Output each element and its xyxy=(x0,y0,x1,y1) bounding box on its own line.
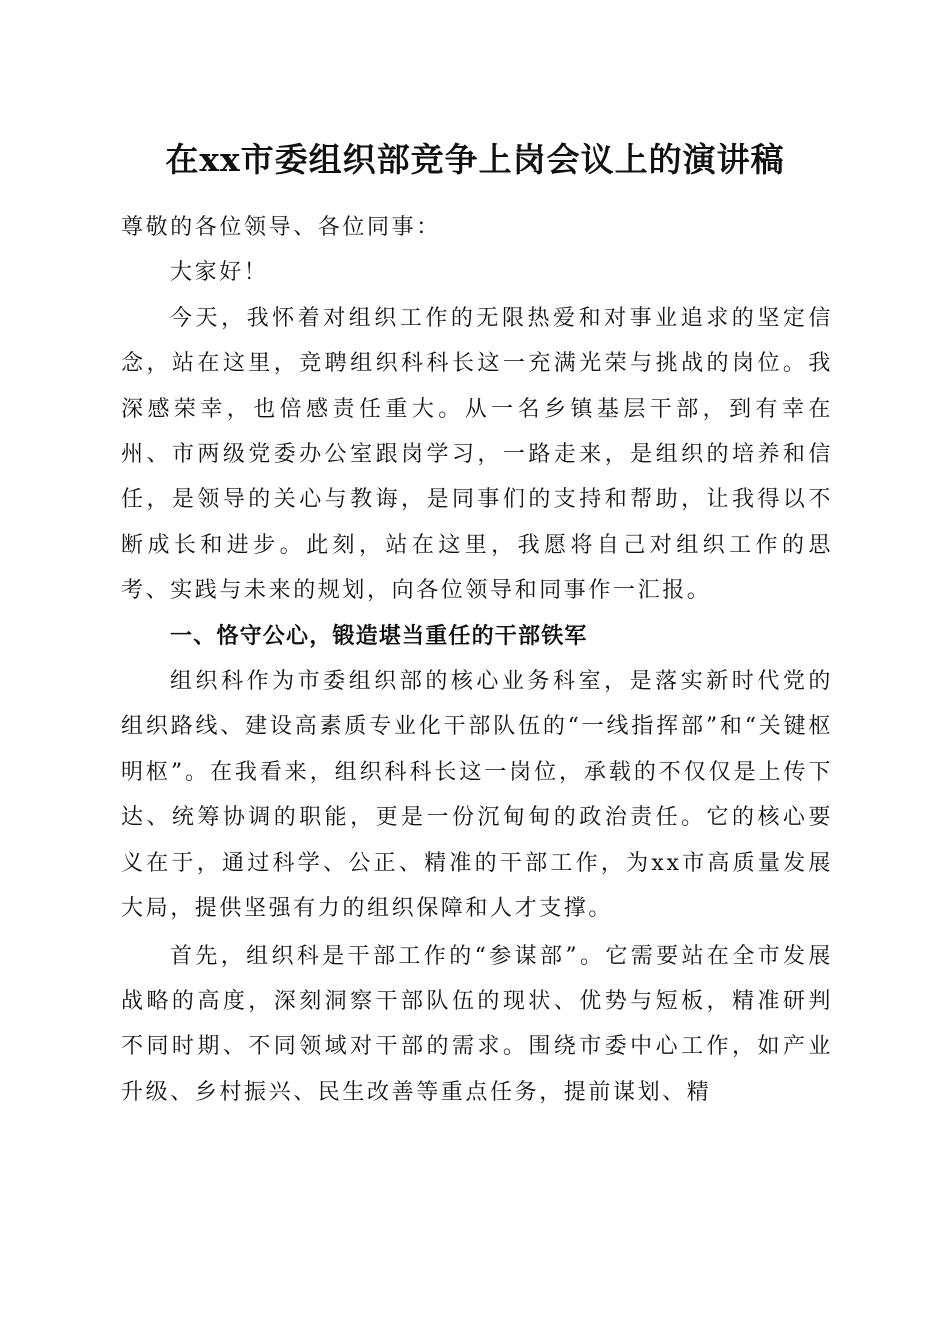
salutation: 尊敬的各位领导、各位同事： xyxy=(121,215,441,240)
document-body xyxy=(121,205,833,1115)
section-paragraph: 组织科作为市委组织部的核心业务科室，是落实新时代党的组织路线、建设高素质专业化干部队伍的“一线指挥部”和“关键枢明枢”。在我看来，组织科科长这一岗位，承载的不仅仅是上传下达、统筹协调的职能，更是一份沉甸甸的政治责任。它的核心要义在于，通过科学、公正、精准的干部工作，为xx市高质量发展大局，提供坚强有力的组织保障和人才支撑。 xyxy=(121,669,833,922)
document-title: 在xx市委组织部竞争上岗会议上的演讲稿 xyxy=(165,140,785,179)
section-heading: 一、恪守公心，锻造堪当重任的干部铁军 xyxy=(170,623,588,649)
section-paragraph: 首先，组织科是干部工作的“参谋部”。它需要站在全市发展战略的高度，深刻洞察干部队伍的现状、优势与短板，精准研判不同时期、不同领域对干部的需求。围绕市委中心工作，如产业升级、乡村振兴、民生改善等重点任务，提前谋划、精 xyxy=(121,943,833,1105)
intro-paragraph: 今天，我怀着对组织工作的无限热爱和对事业追求的坚定信念，站在这里，竞聘组织科科长这一充满光荣与挑战的岗位。我深感荣幸，也倍感责任重大。从一名乡镇基层干部，到有幸在州、市两级党委办公室跟岗学习，一路走来，是组织的培养和信任，是领导的关心与教诲，是同事们的支持和帮助，让我得以不断成长和进步。此刻，站在这里，我愿将自己对组织工作的思考、实践与未来的规划，向各位领导和同事作一汇报。 xyxy=(121,305,833,604)
greeting: 大家好！ xyxy=(170,260,269,286)
